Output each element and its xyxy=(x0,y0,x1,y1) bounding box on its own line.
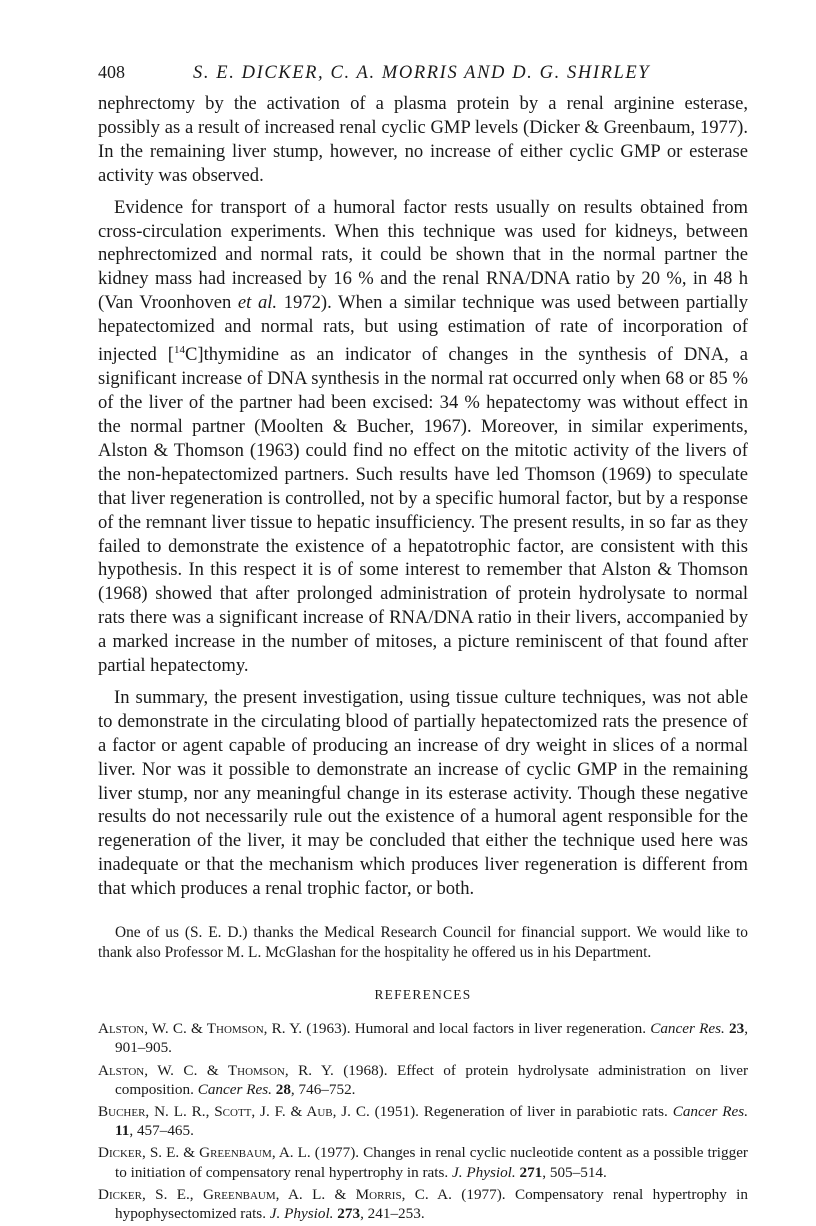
running-head-authors: S. E. DICKER, C. A. MORRIS AND D. G. SHIRLEY xyxy=(193,63,651,83)
paragraph-2 xyxy=(98,196,748,678)
reference-authors: Alston, W. C. & Thomson, R. Y. xyxy=(98,1020,303,1038)
acknowledgement: One of us (S. E. D.) thanks the Medical Research Council for financial support. We would like to thank also Professor M. L. McGlashan for the hospitality he offered us in his Department. xyxy=(98,924,748,962)
running-head xyxy=(98,62,748,92)
reference-authors: Bucher, N. L. R., Scott, J. F. & Aub, J. C. xyxy=(98,1102,370,1120)
paragraph-2-part-a: Evidence for transport of a humoral factor rests usually on results obtained from cross-circulation experiments. When this technique was used for kidneys, between nephrectomized and normal rats, it could be shown that in the normal partner the kidney mass had increased by 16 % and the renal RNA/DNA ratio by 20 %, in 48 h (Van Vroonhoven xyxy=(98,196,748,314)
reference-journal: Cancer Res. xyxy=(650,1020,725,1038)
reference-text: (1977). Changes in renal cyclic nucleotide content as a possible trigger to initiation of compensatory renal hypertrophy in rats. xyxy=(115,1144,748,1181)
reference-text: (1951). Regeneration of liver in parabiotic rats. xyxy=(369,1102,673,1120)
references-heading: REFERENCES xyxy=(374,987,472,1003)
isotope-superscript: 14 xyxy=(174,344,185,357)
paragraph-2-part-b: 1972). When a similar technique was used between partially hepatectomized and normal rats, but using estimation of rate of incorporation of injected [ xyxy=(98,292,748,366)
reference-item xyxy=(98,1019,748,1057)
reference-pages: , 901–905. xyxy=(115,1020,749,1057)
reference-text: (1963). Humoral and local factors in liver regeneration. xyxy=(302,1020,651,1038)
journal-page xyxy=(98,62,748,1226)
reference-item xyxy=(98,1102,748,1140)
paragraph-3: In summary, the present investigation, using tissue culture techniques, was not able to demonstrate in the circulating blood of partially hepatectomized rats the presence of a factor or agent capable of producing an increase of dry weight in slices of a normal liver. Nor was it possible to demonstrate an increase of cyclic GMP in the remaining liver stump, nor any meaningful change in its esterase activity. Though these negative results do not necessarily rule out the existence of a humoral agent responsible for the regeneration of the liver, it may be concluded that either the technique used here was inadequate or that the mechanism which produces liver regeneration is different from that which produces a renal trophic factor, or both. xyxy=(98,686,748,900)
et-al: et al. xyxy=(237,292,278,314)
reference-journal: J. Physiol. xyxy=(452,1163,516,1181)
reference-journal: Cancer Res. xyxy=(672,1102,749,1120)
reference-text: (1968). Effect of protein hydrolysate administration on liver composition. xyxy=(115,1061,748,1098)
reference-journal: Cancer Res. xyxy=(197,1080,272,1098)
body-text xyxy=(98,92,748,901)
page-number: 408 xyxy=(98,62,125,82)
reference-text: (1977). Compensatory renal hypertrophy in hypophysectomized rats. xyxy=(115,1185,748,1222)
paragraph-2-part-c: C]thymidine as an indicator of changes in the synthesis of DNA, a significant increase of DNA synthesis in the normal rat occurred only when 68 or 85 % of the liver of the partner had been excised: 34 % hepatectomy was without effect in the normal partner (Moolten & Bucher, 1967). Moreover, in similar experiments, Alston & Thomson (1963) could find no effect on the mitotic activity of the livers of the non-hepatectomized partners. Such results have led Thomson (1969) to speculate that liver regeneration is controlled, not by a specific humoral factor, but by a response of the remnant liver tissue to hepatic insufficiency. The present results, in so far as they failed to demonstrate the existence of a hepatotrophic factor, are consistent with this hypothesis. In this respect it is of some interest to remember that Alston & Thomson (1968) showed that after prolonged administration of protein hydrolysate to normal rats there was a significant increase of RNA/DNA ratio in their livers, accompanied by a marked increase in the number of mitoses, a picture reminiscent of that found after partial hepatectomy. xyxy=(98,344,748,677)
references-list xyxy=(98,1019,748,1223)
reference-authors: Dicker, S. E. & Greenbaum, A. L. xyxy=(98,1144,311,1162)
reference-pages: , 457–465. xyxy=(129,1122,194,1140)
reference-pages: , 746–752. xyxy=(290,1080,356,1098)
paragraph-1: nephrectomy by the activation of a plasma protein by a renal arginine esterase, possibly as a result of increased renal cyclic GMP levels (Dicker & Greenbaum, 1977). In the remaining liver stump, however, no increase of either cyclic GMP or esterase activity was observed. xyxy=(98,93,748,186)
reference-item xyxy=(98,1061,748,1099)
reference-volume: 273 xyxy=(337,1204,361,1222)
reference-item xyxy=(98,1185,748,1223)
reference-volume: 28 xyxy=(275,1080,291,1098)
reference-pages: , 241–253. xyxy=(360,1204,425,1222)
reference-pages: , 505–514. xyxy=(542,1163,607,1181)
reference-authors: Dicker, S. E., Greenbaum, A. L. & Morris, C. A. xyxy=(98,1185,452,1203)
reference-volume: 23 xyxy=(729,1020,745,1038)
reference-item xyxy=(98,1143,748,1181)
reference-authors: Alston, W. C. & Thomson, R. Y. xyxy=(98,1061,334,1079)
reference-volume: 11 xyxy=(115,1122,130,1140)
reference-journal: J. Physiol. xyxy=(269,1204,334,1222)
reference-volume: 271 xyxy=(519,1163,543,1181)
